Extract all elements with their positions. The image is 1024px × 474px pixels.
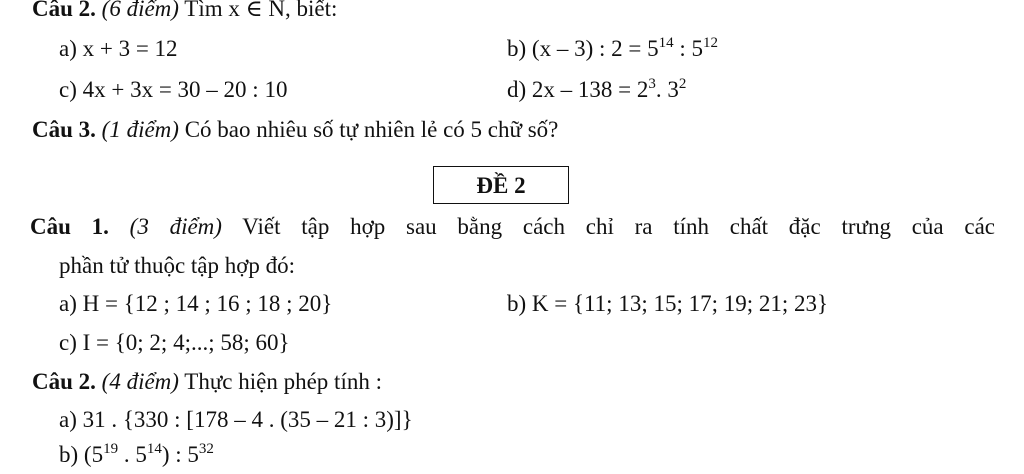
de1-cau2-d: d) $2x - 138 = 2^3$. $3^2$	[507, 76, 687, 102]
de1-cau2-text: Tìm x ∈ N, biết:	[184, 0, 338, 21]
de2-title-box	[433, 166, 569, 204]
de2-cau2-points: (4 điểm)	[101, 369, 179, 394]
de2-cau1-c: c) I = {0; 2; 4;...; 58; 60}	[59, 330, 290, 355]
de1-cau2-label: Câu 2.	[32, 0, 96, 21]
de2-cau1-b: b) K = {11; 13; 15; 17; 19; 21; 23}	[507, 291, 829, 316]
de2-cau2-a: a) 31 . {330 : [178 – 4 . (35 – 21 : 3)]}	[59, 407, 413, 432]
de1-cau3-text: Có bao nhiêu số tự nhiên lẻ có 5 chữ số?	[184, 117, 559, 142]
de2-cau1-points: (3 điểm)	[129, 214, 222, 239]
de1-cau3-label: Câu 3.	[32, 117, 96, 142]
de2-cau2-b: b) ($5^{19}$ . $5^{14}$) : $5^{32}$	[59, 441, 214, 467]
de2-cau1-label: Câu 1.	[30, 214, 109, 239]
de1-cau2-c: c) 4x + 3x = 30 – 20 : 10	[59, 77, 288, 102]
de1-cau2-a: a) x + 3 = 12	[59, 36, 178, 61]
de1-cau3	[32, 118, 558, 141]
de1-cau3-points: (1 điểm)	[101, 117, 179, 142]
de2-cau1-heading	[30, 215, 995, 238]
de2-cau2-label: Câu 2.	[32, 369, 96, 394]
de1-cau2-points: (6 điểm)	[101, 0, 179, 21]
de2-cau1-text1: Viết tập hợp sau bằng cách chỉ ra tính chất đặc trưng của các	[242, 214, 996, 239]
de2-title: ĐỀ 2	[476, 172, 526, 198]
de2-cau1-a: a) H = {12 ; 14 ; 16 ; 18 ; 20}	[59, 291, 333, 316]
de1-cau2-heading	[32, 0, 337, 20]
de2-cau1-text2: phần tử thuộc tập hợp đó:	[59, 253, 296, 278]
de2-cau2-heading	[32, 370, 382, 393]
de2-cau2-text: Thực hiện phép tính :	[184, 369, 382, 394]
de1-cau2-b: b) (x – 3) : $2 = 5^{14}$ : $5^{12}$	[507, 35, 718, 61]
